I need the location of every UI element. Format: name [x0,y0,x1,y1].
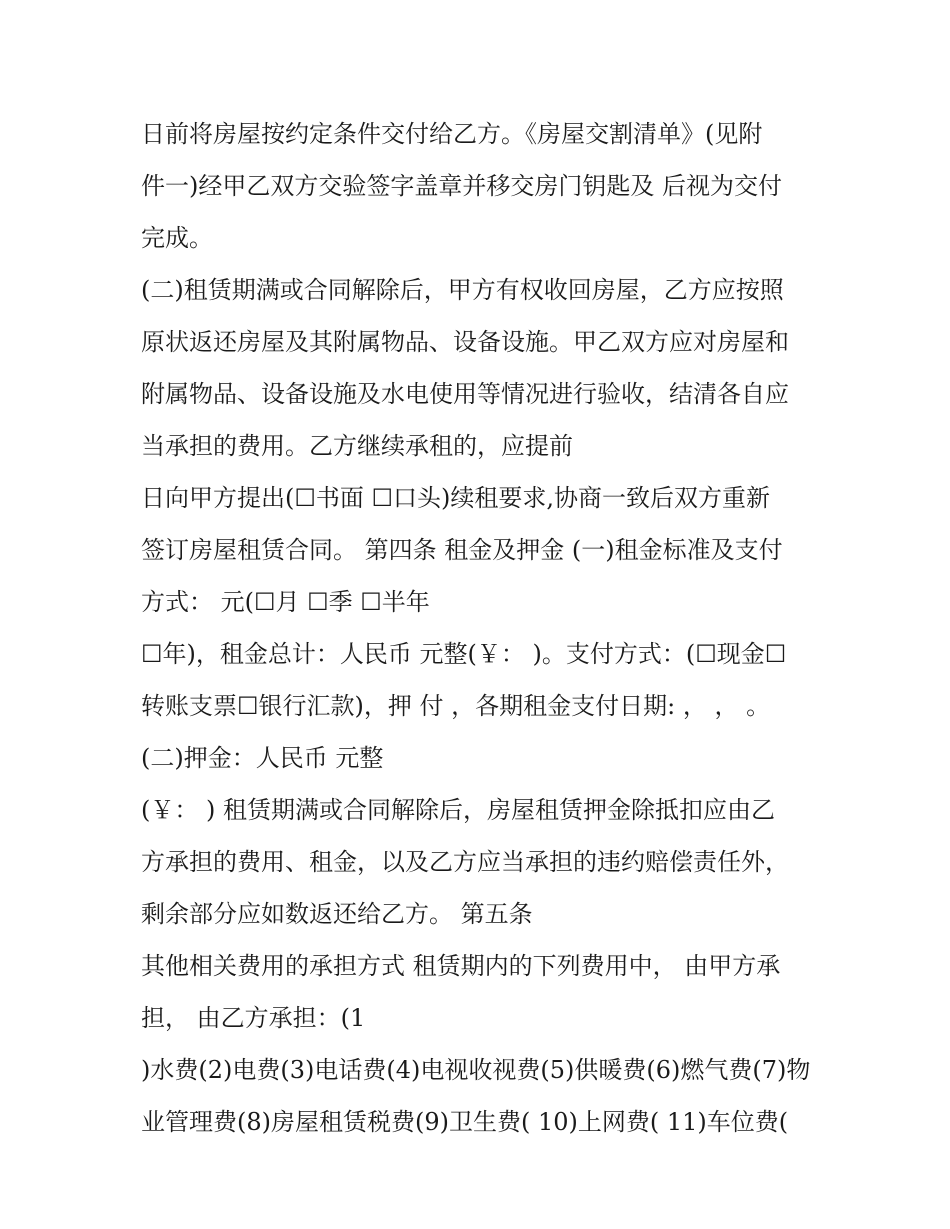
text-line: 当承担的费用。乙方继续承租的，应提前 [141,432,573,460]
text-line: (二)租赁期满或合同解除后，甲方有权收回房屋，乙方应按照 [141,276,784,304]
text-line: 剩余部分应如数返还给乙方。 第五条 [141,900,533,928]
text-line: 附属物品、设备设施及水电使用等情况进行验收，结清各自应 [141,380,789,408]
text-line: 转账支票☐银行汇款)，押 付 ，各期租金支付日期: ， ， 。 [141,692,771,720]
text-line: 其他相关费用的承担方式 租赁期内的下列费用中， 由甲方承 [141,952,781,980]
contract-body-text [141,108,821,1148]
text-line: 日前将房屋按约定条件交付给乙方。《房屋交割清单》(见附 [141,120,763,148]
text-line: (￥： ) 租赁期满或合同解除后，房屋租赁押金除抵扣应由乙 [141,796,775,824]
text-line: 方式： 元(☐月 ☐季 ☐半年 [141,588,430,616]
text-line: )水费(2)电费(3)电话费(4)电视收视费(5)供暖费(6)燃气费(7)物 [141,1056,811,1084]
text-line: 担， 由乙方承担：(1 [141,1004,366,1032]
text-line: 原状返还房屋及其附属物品、设备设施。甲乙双方应对房屋和 [141,328,789,356]
text-line: 业管理费(8)房屋租赁税费(9)卫生费( 10)上网费( 11)车位费( [141,1108,789,1136]
text-line: (二)押金：人民币 元整 [141,744,384,772]
text-line: ☐年)，租金总计：人民币 元整(￥： )。支付方式：(☐现金☐ [141,640,787,668]
text-line: 签订房屋租赁合同。 第四条 租金及押金 (一)租金标准及支付 [141,536,783,564]
text-line: 方承担的费用、租金，以及乙方应当承担的违约赔偿责任外， [141,848,789,876]
text-line: 完成。 [141,224,213,252]
text-line: 件一)经甲乙双方交验签字盖章并移交房门钥匙及 后视为交付 [141,172,782,200]
text-line: 日向甲方提出(☐书面 ☐口头)续租要求,协商一致后双方重新 [141,484,771,512]
